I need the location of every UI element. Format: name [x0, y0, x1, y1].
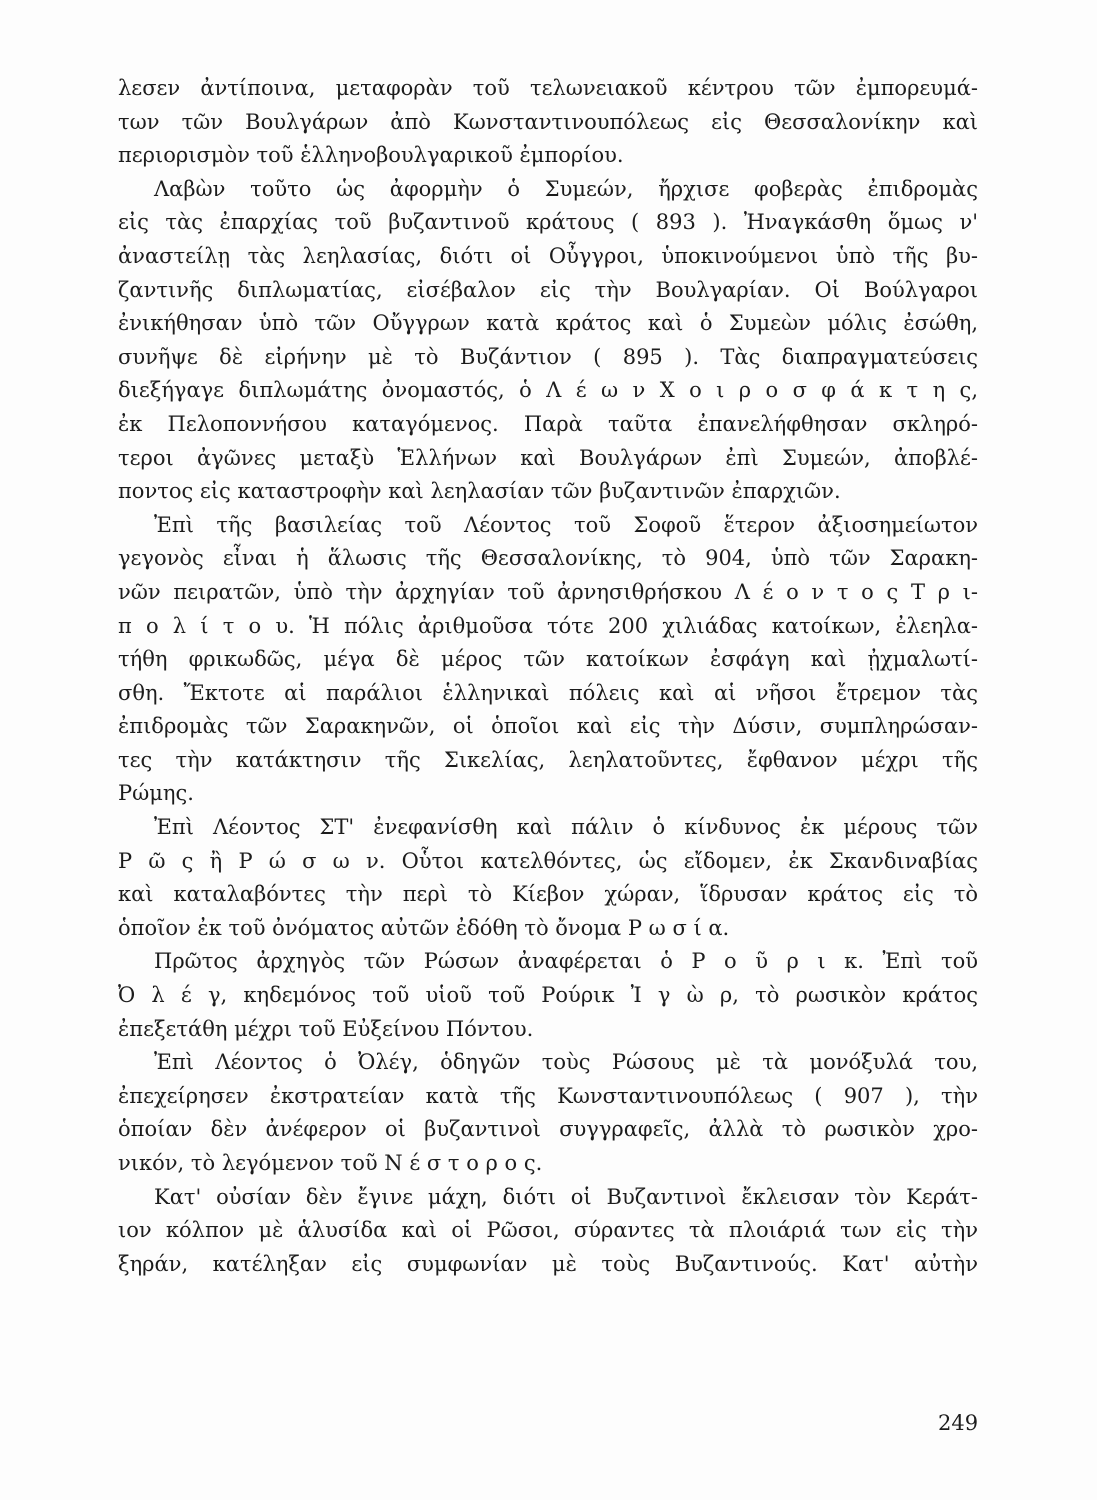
text-line: ποντος εἰς καταστροφὴν καὶ λεηλασίαν τῶν βυζαντινῶν ἐπαρχιῶν.	[118, 479, 841, 504]
text-line: σθη. Ἔκτοτε αἱ παράλιοι ἑλληνικαὶ πόλεις καὶ αἱ νῆσοι ἔτρεμον τὰς	[118, 680, 978, 705]
text-line: ἐπιδρομὰς τῶν Σαρακηνῶν, οἱ ὁποῖοι καὶ εἰς τὴν Δύσιν, συμπληρώσαν-	[118, 714, 978, 739]
text-line: λεσεν ἀντίποινα, μεταφορὰν τοῦ τελωνειακοῦ κέντρου τῶν ἐμπορευμά-	[118, 76, 978, 100]
text-line: ἐνικήθησαν ὑπὸ τῶν Οὔγγρων κατὰ κράτος καὶ ὁ Συμεὼν μόλις ἐσώθη,	[118, 311, 978, 336]
text-line: τεροι ἀγῶνες μεταξὺ Ἑλλήνων καὶ Βουλγάρων ἐπὶ Συμεών, ἀποβλέ-	[118, 445, 978, 470]
text-line: ἐκ Πελοποννήσου καταγόμενος. Παρὰ ταῦτα ἐπανελήφθησαν σκληρό-	[118, 411, 978, 436]
text-line: ἐπεξετάθη μέχρι τοῦ Εὐξείνου Πόντου.	[118, 1016, 534, 1041]
body-text	[118, 72, 978, 1281]
text-line: καὶ καταλαβόντες τὴν περὶ τὸ Κίεβον χώραν, ἵδρυσαν κράτος εἰς τὸ	[118, 882, 978, 907]
text-line: ὁποῖον ἐκ τοῦ ὀνόματος αὐτῶν ἐδόθη τὸ ὄνομα Ρ ω σ ί α.	[118, 915, 730, 940]
text-line: τήθη φρικωδῶς, μέγα δὲ μέρος τῶν κατοίκων ἐσφάγη καὶ ᾐχμαλωτί-	[118, 647, 978, 672]
text-line: Ἐπὶ Λέοντος ὁ Ὀλέγ, ὁδηγῶν τοὺς Ρώσους μὲ τὰ μονόξυλά του,	[154, 1050, 978, 1075]
text-line: Ἐπὶ Λέοντος ΣΤ' ἐνεφανίσθη καὶ πάλιν ὁ κίνδυνος ἐκ μέρους τῶν	[154, 815, 978, 840]
text-line: ιον κόλπον μὲ ἁλυσίδα καὶ οἱ Ρῶσοι, σύραντες τὰ πλοιάριά των εἰς τὴν	[118, 1218, 978, 1243]
text-line: Πρῶτος ἀρχηγὸς τῶν Ρώσων ἀναφέρεται ὁ Ρ ο ῦ ρ ι κ. Ἐπὶ τοῦ	[154, 949, 978, 974]
page-number: 249	[938, 1411, 979, 1435]
text-line: ξηράν, κατέληξαν εἰς συμφωνίαν μὲ τοὺς Βυζαντινούς. Κατ' αὐτὴν	[118, 1251, 978, 1276]
text-line: ἀναστείλῃ τὰς λεηλασίας, διότι οἱ Οὖγγροι, ὑποκινούμενοι ὑπὸ τῆς βυ-	[118, 243, 978, 268]
text-line: Κατ' οὐσίαν δὲν ἔγινε μάχη, διότι οἱ Βυζαντινοὶ ἔκλεισαν τὸν Κεράτ-	[154, 1184, 978, 1209]
text-line: διεξήγαγε διπλωμάτης ὀνομαστός, ὁ Λ έ ω ν Χ ο ι ρ ο σ φ ά κ τ η ς,	[118, 378, 978, 403]
text-line: τες τὴν κατάκτησιν τῆς Σικελίας, λεηλατοῦντες, ἔφθανον μέχρι τῆς	[118, 747, 978, 772]
text-line: Λαβὼν τοῦτο ὡς ἀφορμὴν ὁ Συμεών, ἤρχισε φοβερὰς ἐπιδρομὰς	[154, 176, 978, 201]
text-line: γεγονὸς εἶναι ἡ ἅλωσις τῆς Θεσσαλονίκης, τὸ 904, ὑπὸ τῶν Σαρακη-	[118, 546, 978, 571]
text-line: νικόν, τὸ λεγόμενον τοῦ Ν έ σ τ ο ρ ο ς.	[118, 1151, 543, 1175]
text-line: Ρώμης.	[118, 781, 194, 806]
text-line: ἐπεχείρησεν ἐκστρατείαν κατὰ τῆς Κωνσταντινουπόλεως ( 907 ), τὴν	[118, 1083, 978, 1108]
text-line: Ἐπὶ τῆς βασιλείας τοῦ Λέοντος τοῦ Σοφοῦ ἕτερον ἀξιοσημείωτον	[154, 512, 978, 537]
text-line: Ὀ λ έ γ, κηδεμόνος τοῦ υἱοῦ τοῦ Ρούρικ Ἰ γ ὼ ρ, τὸ ρωσικὸν κράτος	[118, 983, 978, 1008]
text-line: συνῆψε δὲ εἰρήνην μὲ τὸ Βυζάντιον ( 895 ). Τὰς διαπραγματεύσεις	[118, 344, 978, 369]
text-line: Ρ ῶ ς ἢ Ρ ώ σ ω ν. Οὗτοι κατελθόντες, ὡς εἴδομεν, ἐκ Σκανδιναβίας	[118, 848, 978, 873]
text-line: νῶν πειρατῶν, ὑπὸ τὴν ἀρχηγίαν τοῦ ἀρνησιθρήσκου Λ έ ο ν τ ο ς Τ ρ ι-	[118, 579, 978, 604]
text-line: περιορισμὸν τοῦ ἑλληνοβουλγαρικοῦ ἐμπορίου.	[118, 143, 624, 168]
text-line: ὁποίαν δὲν ἀνέφερον οἱ βυζαντινοὶ συγγραφεῖς, ἀλλὰ τὸ ρωσικὸν χρο-	[118, 1117, 978, 1142]
text-line: εἰς τὰς ἐπαρχίας τοῦ βυζαντινοῦ κράτους ( 893 ). Ἠναγκάσθη ὅμως ν'	[118, 210, 978, 235]
text-line: π ο λ ί τ ο υ. Ἡ πόλις ἀριθμοῦσα τότε 200 χιλιάδας κατοίκων, ἐλεηλα-	[118, 613, 978, 638]
text-line: ζαντινῆς διπλωματίας, εἰσέβαλον εἰς τὴν Βουλγαρίαν. Οἱ Βούλγαροι	[118, 277, 978, 302]
text-line: των τῶν Βουλγάρων ἀπὸ Κωνσταντινουπόλεως εἰς Θεσσαλονίκην καὶ	[118, 109, 978, 134]
